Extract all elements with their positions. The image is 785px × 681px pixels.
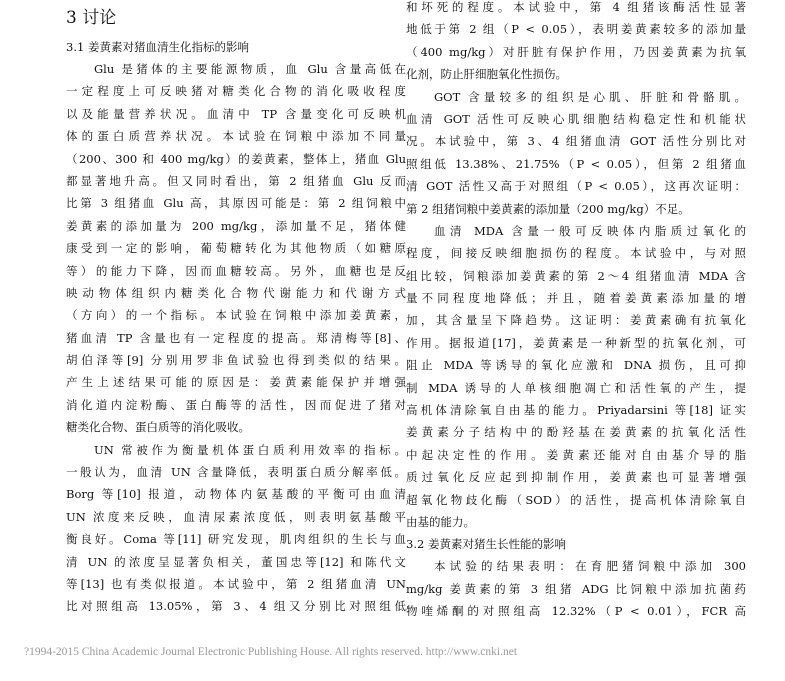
text-line: 清 UN 的浓度呈显著负相关，董国忠等[12] 和陈代文 — [66, 554, 406, 569]
text-line: UN 浓度来反映，血清尿素浓度低，则表明氨基酸平 — [66, 509, 406, 524]
text-line: 血清 GOT 活性可反映心肌细胞结构稳定性和机能状 — [406, 111, 746, 126]
text-line: 组比较，饲粮添加姜黄素的第 2～4 组猪血清 MDA 含 — [406, 268, 746, 283]
text-line: 中起决定性的作用。姜黄素还能对自由基介导的脂 — [406, 447, 746, 462]
text-line: 物喹烯酮的对照组高 12.32%（P < 0.01），FCR 高 — [406, 604, 746, 619]
text-line: 映动物体组织内糖类化合物代谢能力和代谢方式 — [66, 285, 406, 300]
text-line: 一般认为，血清 UN 含量降低，表明蛋白质分解率低。 — [66, 465, 406, 480]
text-line: 量不同程度地降低；并且，随着姜黄素添加量的增 — [406, 291, 746, 306]
text-line: （400 mg/kg）对肝脏有保护作用，乃因姜黄素为抗氧 — [406, 44, 746, 59]
section-heading: 3 讨论 — [66, 8, 117, 28]
text-line: 超氧化物歧化酶（SOD）的活性，提高机体清除氧自 — [406, 492, 746, 507]
text-line: （方向）的一个指标。本试验在饲粮中添加姜黄素， — [66, 308, 406, 323]
text-line: 等）的能力下降，因而血糖较高。另外，血糖也是反 — [66, 263, 406, 278]
left-column — [66, 0, 406, 618]
text-line: 和坏死的程度。本试验中，第 4 组猪该酶活性显著 — [406, 0, 746, 14]
text-line: （200、300 和 400 mg/kg）的姜黄素，整体上，猪血 Glu — [66, 151, 406, 166]
right-column — [406, 0, 746, 623]
text-line: 质过氧化反应起到抑制作用，姜黄素也可显著增强 — [406, 470, 746, 485]
text-line: 况。本试验中，第 3、4 组猪血清 GOT 活性分别比对 — [406, 134, 746, 149]
text-line: Borg 等[10] 报道，动物体内氨基酸的平衡可由血清 — [66, 487, 406, 502]
text-line: 胡伯泽等[9] 分别用罗非鱼试验也得到类似的结果。 — [66, 353, 406, 368]
text-line: 第 2 组猪饲粮中姜黄素的添加量（200 mg/kg）不足。 — [406, 201, 690, 216]
copyright-footer: ?1994-2015 China Academic Journal Electronic Publishing House. All rights reserved. http://www.cnki.net — [24, 646, 518, 658]
text-line: 猪血清 TP 含量也有一定程度的提高。郑清梅等[8]、 — [66, 330, 406, 345]
text-line: 一定程度上可反映猪对糖类化合物的消化吸收程度 — [66, 84, 406, 99]
text-line: 高机体清除氧自由基的能力。Priyadarsini 等[18] 证实 — [406, 403, 746, 418]
text-line: 比对照组高 13.05%，第 3、4 组又分别比对照组低 — [66, 599, 406, 614]
text-line: 等[13] 也有类似报道。本试验中，第 2 组猪血清 UN — [66, 576, 406, 591]
text-line: Glu 是猪体的主要能源物质，血 Glu 含量高低在 — [94, 62, 406, 76]
text-line: 加，其含量呈下降趋势。这证明：姜黄素确有抗氧化 — [406, 313, 746, 328]
text-line: 体的蛋白质营养状况。本试验在饲粮中添加不同量 — [66, 129, 406, 144]
text-line: 本试验的结果表明：在育肥猪饲粮中添加 300 — [434, 559, 746, 574]
text-line: 化剂，防止肝细胞氧化性损伤。 — [406, 67, 567, 82]
text-line: 糖类化合物、蛋白质等的消化吸收。 — [66, 420, 250, 435]
text-line: 清 GOT 活性又高于对照组（P < 0.05），这再次证明： — [406, 179, 746, 194]
text-line: GOT 含量较多的组织是心肌、肝脏和骨骼肌。 — [434, 89, 746, 104]
text-line: 消化道内淀粉酶、蛋白酶等的活性，因而促进了猪对 — [66, 397, 406, 412]
text-line: 姜黄素的添加量为 200 mg/kg，添加量不足，猪体健 — [66, 218, 406, 233]
text-line: 制 MDA 诱导的人单核细胞凋亡和活性氧的产生，提 — [406, 380, 746, 395]
subsection-heading: 3.2 姜黄素对猪生长性能的影响 — [406, 537, 566, 552]
text-line: 姜黄素分子结构中的酚羟基在姜黄素的抗氧化活性 — [406, 425, 746, 440]
text-line: 产生上述结果可能的原因是：姜黄素能保护并增强 — [66, 375, 406, 390]
text-line: 地低于第 2 组（P < 0.05），表明姜黄素较多的添加量 — [406, 22, 746, 37]
text-line: mg/kg 姜黄素的第 3 组猪 ADG 比饲粮中添加抗菌药 — [406, 581, 746, 596]
subsection-heading: 3.1 姜黄素对猪血清生化指标的影响 — [66, 40, 249, 54]
text-line: 衡良好。Coma 等[11] 研究发现，肌肉组织的生长与血 — [66, 532, 406, 547]
text-line: 比第 3 组猪血 Glu 高，其原因可能是：第 2 组饲粮中 — [66, 196, 406, 211]
text-line: 照组低 13.38%、21.75%（P < 0.05），但第 2 组猪血 — [406, 156, 746, 171]
text-line: 血清 MDA 含量一般可反映体内脂质过氧化的 — [434, 223, 746, 238]
text-line: 由基的能力。 — [406, 514, 475, 529]
text-line: 阻止 MDA 等诱导的氧化应激和 DNA 损伤，且可抑 — [406, 358, 746, 373]
text-line: 康受到一定的影响，葡萄糖转化为其他物质（如糖原 — [66, 241, 406, 256]
text-line: 程度，间接反映细胞损伤的程度。本试验中，与对照 — [406, 246, 746, 261]
text-line: 作用。据报道[17]，姜黄素是一种新型的抗氧化剂，可 — [406, 335, 746, 350]
text-line: 都显著地升高。但又同时看出，第 2 组猪血 Glu 反而 — [66, 173, 406, 188]
text-line: UN 常被作为衡量机体蛋白质利用效率的指标。 — [94, 442, 406, 457]
text-line: 以及能量营养状况。血清中 TP 含量变化可反映机 — [66, 106, 406, 121]
